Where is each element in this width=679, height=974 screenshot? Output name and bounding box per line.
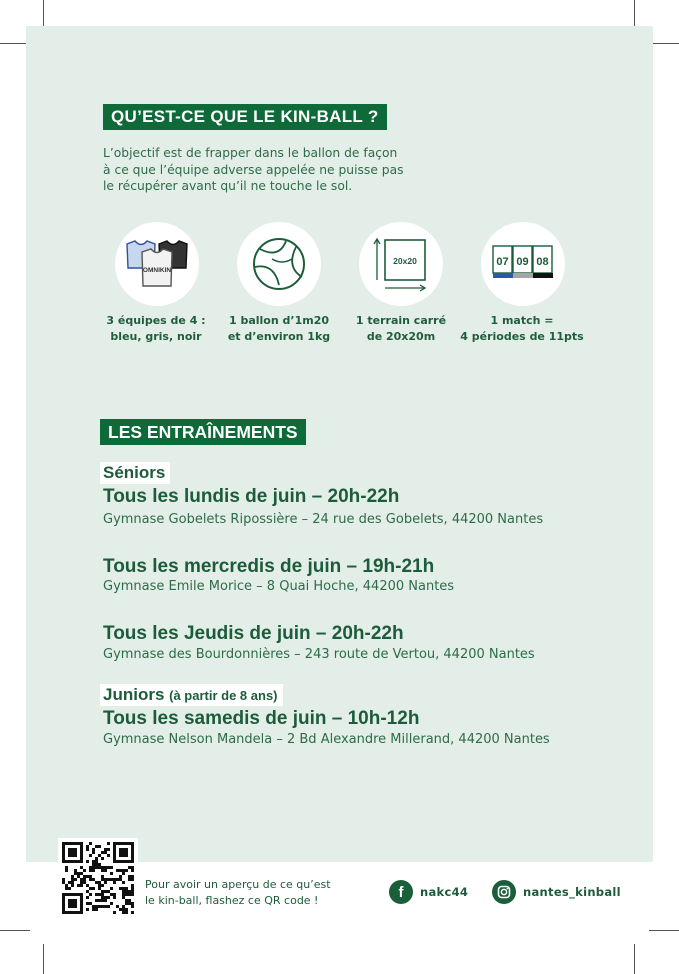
intro-line: le récupérer avant qu’il ne touche le sol. <box>103 179 353 193</box>
crop-mark <box>43 944 44 974</box>
feature-circle-ball <box>237 222 321 306</box>
category-label: Séniors <box>103 463 166 482</box>
category-juniors <box>100 684 283 706</box>
facebook-link[interactable] <box>389 880 468 904</box>
qr-caption-line: le kin-ball, flashez ce QR code ! <box>145 893 319 907</box>
session-title: Tous les mercredis de juin – 19h-21h <box>103 556 435 577</box>
jerseys-icon <box>124 238 190 290</box>
feature-caption-ball <box>209 313 349 344</box>
qr-caption <box>145 877 365 908</box>
feature-caption-field <box>331 313 471 344</box>
instagram-link[interactable] <box>492 880 621 904</box>
facebook-handle: nakc44 <box>420 885 469 899</box>
section-title-kinball: QU’EST-CE QUE LE KIN-BALL ? <box>103 104 387 130</box>
intro-text <box>103 145 448 195</box>
crop-mark <box>0 930 30 931</box>
session-address: Gymnase Emile Morice – 8 Quai Hoche, 44200 Nantes <box>103 579 455 594</box>
feature-circle-field <box>359 222 443 306</box>
session-title: Tous les lundis de juin – 20h-22h <box>103 486 400 507</box>
caption-line: 4 périodes de 11pts <box>460 329 584 343</box>
category-age-note: (à partir de 8 ans) <box>169 688 278 703</box>
caption-line: 1 match = <box>490 314 554 327</box>
caption-line: de 20x20m <box>366 329 436 343</box>
caption-line: 3 équipes de 4 : <box>106 314 206 327</box>
intro-line: L’objectif est de frapper dans le ballon de façon <box>103 146 398 160</box>
scoreboard-icon <box>492 244 554 284</box>
section-title-trainings: LES ENTRAÎNEMENTS <box>100 419 306 445</box>
caption-line: et d’environ 1kg <box>227 329 331 343</box>
caption-line: 1 ballon d’1m20 <box>228 314 329 327</box>
session-address: Gymnase des Bourdonnières – 243 route de Vertou, 44200 Nantes <box>103 647 535 662</box>
intro-line: à ce que l’équipe adverse appelée ne puisse pas <box>103 162 404 177</box>
session-title: Tous les samedis de juin – 10h-12h <box>103 708 420 729</box>
score-digit: 07 <box>496 256 509 268</box>
qr-caption-line: Pour avoir un aperçu de ce qu’est <box>145 878 331 891</box>
crop-mark <box>634 944 635 974</box>
qr-code-pattern <box>62 842 134 914</box>
ball-icon <box>252 237 306 291</box>
field-size-label: 20x20 <box>393 256 417 266</box>
category-seniors <box>100 462 170 484</box>
instagram-icon <box>492 880 516 904</box>
facebook-icon: f <box>389 880 413 904</box>
field-icon <box>371 234 431 294</box>
score-digit: 08 <box>536 256 549 268</box>
feature-circle-match <box>481 222 565 306</box>
category-label: Juniors <box>103 685 165 704</box>
score-digit: 09 <box>516 256 529 268</box>
qr-code[interactable] <box>58 838 138 918</box>
feature-caption-match <box>452 313 592 344</box>
caption-line: 1 terrain carré <box>355 314 447 327</box>
feature-circle-teams <box>115 222 199 306</box>
caption-line: bleu, gris, noir <box>110 329 202 343</box>
crop-mark <box>649 930 679 931</box>
jersey-label: OMNIKIN <box>142 267 172 274</box>
session-title: Tous les Jeudis de juin – 20h-22h <box>103 623 404 644</box>
crop-mark <box>649 43 679 44</box>
session-address: Gymnase Gobelets Ripossière – 24 rue des Gobelets, 44200 Nantes <box>103 512 544 527</box>
instagram-handle: nantes_kinball <box>523 885 621 899</box>
session-address: Gymnase Nelson Mandela – 2 Bd Alexandre Millerand, 44200 Nantes <box>103 732 550 747</box>
feature-caption-teams <box>86 313 226 344</box>
